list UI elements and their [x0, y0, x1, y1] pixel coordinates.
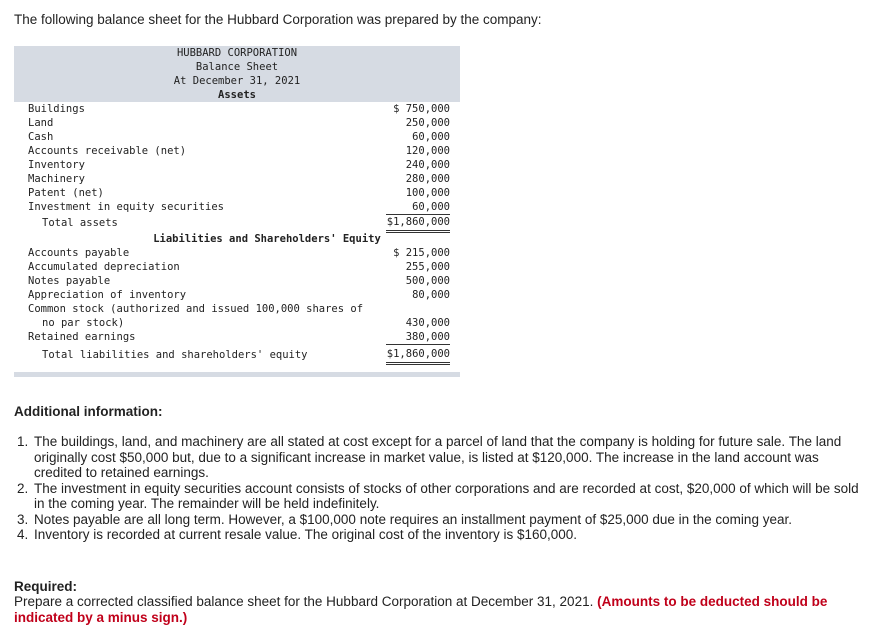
liability-row: [14, 316, 460, 330]
total-liabilities-row: [14, 346, 460, 364]
asset-label: Inventory: [28, 159, 85, 171]
item-number: 1.: [17, 434, 29, 449]
liability-label: no par stock): [42, 317, 125, 329]
asset-row: [14, 102, 460, 116]
list-item: [14, 434, 864, 481]
balance-sheet-header: [14, 46, 460, 102]
liability-amount: 255,000: [405, 261, 450, 273]
liabilities-header: Liabilities and Shareholders' Equity: [153, 233, 381, 245]
item-number: 4.: [17, 527, 29, 542]
asset-row: [14, 158, 460, 172]
item-text: Inventory is recorded at current resale value. The original cost of the inventory is $160,000.: [34, 527, 578, 542]
intro-text: The following balance sheet for the Hubbard Corporation was prepared by the company:: [14, 12, 542, 27]
asset-amount: 60,000: [386, 200, 450, 215]
asset-label: Investment in equity securities: [28, 201, 224, 213]
liability-label: Appreciation of inventory: [28, 289, 187, 301]
assets-header: Assets: [218, 89, 256, 101]
asset-amount: 120,000: [405, 145, 450, 157]
liabilities-list: [14, 246, 460, 364]
item-text: The buildings, land, and machinery are all stated at cost except for a parcel of land that the company is holding for future sale. The land originally cost $50,000 but, due to a significant increase in market value, is listed at $120,000. The increase in the land account was credited to retained earnings.: [34, 434, 842, 480]
liability-amount: $ 215,000: [393, 247, 450, 259]
liability-label: Retained earnings: [28, 331, 136, 343]
liability-row: [14, 260, 460, 274]
asset-amount: $ 750,000: [393, 103, 450, 115]
total-assets-row: [14, 214, 460, 232]
asset-amount: 250,000: [405, 117, 450, 129]
asset-row: [14, 144, 460, 158]
required-text-block: [14, 594, 866, 626]
required-title: Required:: [14, 579, 78, 594]
liability-row: [14, 246, 460, 260]
list-item: [14, 527, 864, 543]
statement-date: At December 31, 2021: [173, 75, 301, 87]
liability-row: [14, 302, 460, 316]
liability-row: [14, 274, 460, 288]
total-assets-label: Total assets: [42, 217, 118, 229]
liability-label: Accumulated depreciation: [28, 261, 180, 273]
item-number: 2.: [17, 480, 29, 496]
asset-amount: 100,000: [405, 187, 450, 199]
asset-row: [14, 116, 460, 130]
company-name: HUBBARD CORPORATION: [176, 47, 298, 59]
asset-row: [14, 172, 460, 186]
item-text: Notes payable are all long term. However, a $100,000 note requires an installment payment of $25,000 due in the coming year.: [34, 511, 792, 527]
asset-amount: 280,000: [405, 173, 450, 185]
asset-label: Accounts receivable (net): [28, 145, 187, 157]
liability-amount: 380,000: [386, 330, 450, 345]
balance-sheet: [14, 46, 460, 377]
list-item: [14, 512, 864, 528]
total-assets-amount: $1,860,000: [386, 214, 450, 233]
asset-row: [14, 130, 460, 144]
required-note: (Amounts to be deducted should be indicated by a minus sign.): [14, 594, 828, 625]
additional-info-title: Additional information:: [14, 404, 163, 419]
liability-amount: 430,000: [405, 317, 450, 329]
liability-label: Common stock (authorized and issued 100,000 shares of: [28, 303, 364, 315]
liability-amount: 80,000: [412, 289, 450, 301]
assets-list: [14, 102, 460, 232]
asset-label: Cash: [28, 131, 54, 143]
asset-label: Buildings: [28, 103, 85, 115]
asset-row: [14, 200, 460, 214]
liability-amount: 500,000: [405, 275, 450, 287]
total-liabilities-label: Total liabilities and shareholders' equity: [42, 349, 308, 361]
liability-label: Notes payable: [28, 275, 111, 287]
list-item: [14, 481, 864, 512]
asset-row: [14, 186, 460, 200]
asset-label: Patent (net): [28, 187, 104, 199]
liability-label: Accounts payable: [28, 247, 130, 259]
item-number: 3.: [17, 511, 29, 527]
asset-label: Machinery: [28, 173, 85, 185]
asset-amount: 240,000: [405, 159, 450, 171]
asset-amount: 60,000: [412, 131, 450, 143]
item-text: The investment in equity securities account consists of stocks of other corporations and are recorded at cost, $20,000 of which will be sold in the coming year. The remainder will be held indefinitely.: [34, 480, 859, 511]
statement-name: Balance Sheet: [195, 61, 279, 73]
liability-row: [14, 288, 460, 302]
required-text: Prepare a corrected classified balance sheet for the Hubbard Corporation at December 31, 2021.: [14, 594, 598, 609]
liability-row: [14, 330, 460, 344]
asset-label: Land: [28, 117, 54, 129]
sheet-footer-bar: [14, 372, 460, 377]
additional-info-list: [14, 434, 864, 543]
total-liabilities-amount: $1,860,000: [386, 346, 450, 365]
